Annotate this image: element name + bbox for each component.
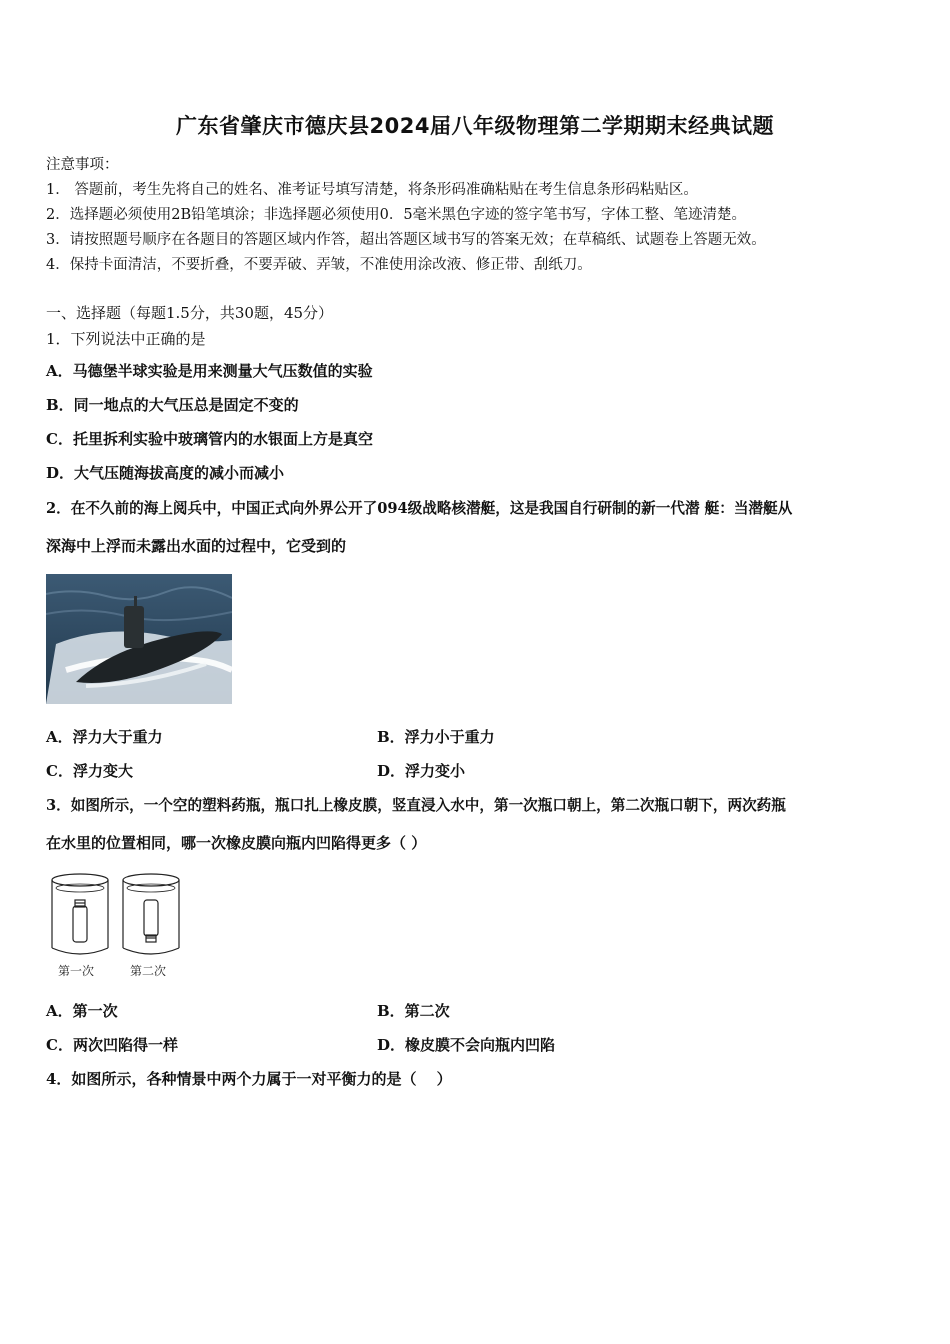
q1-stem: 1．下列说法中正确的是 <box>46 330 206 348</box>
notice-item: 2．选择题必须使用2B铅笔填涂；非选择题必须使用0．5毫米黑色字迹的签字笔书写，字体工整、笔迹清楚。 <box>46 207 747 223</box>
submarine-image <box>46 574 232 704</box>
notice-item: 4．保持卡面清洁，不要折叠，不要弄破、弄皱，不准使用涂改液、修正带、刮纸刀。 <box>46 257 592 273</box>
notice-heading: 注意事项： <box>46 157 119 173</box>
notice-item: 3．请按照题号顺序在各题目的答题区域内作答，超出答题区域书写的答案无效；在草稿纸、试题卷上答题无效。 <box>46 232 766 248</box>
q2-stem-line2: 深海中上浮而未露出水面的过程中，它受到的 <box>46 537 347 555</box>
beaker-first <box>52 874 108 954</box>
q3-option-b: B．第二次 <box>377 1002 450 1020</box>
q1-option-d: D．大气压随海拔高度的减小而减小 <box>46 464 285 482</box>
q2-option-d: D．浮力变小 <box>377 762 466 780</box>
section-heading: 一、选择题（每题1.5分，共30题，45分） <box>46 304 334 322</box>
q2-stem-line1: 2．在不久前的海上阅兵中，中国正式向外界公开了094级战略核潜艇，这是我国自行研制的新一代潜 艇：当潜艇从 <box>46 500 793 517</box>
figure-label-first: 第一次 <box>58 964 95 978</box>
beaker-second <box>123 874 179 954</box>
q1-option-c: C．托里拆利实验中玻璃管内的水银面上方是真空 <box>46 430 373 448</box>
q1-option-a: A．马德堡半球实验是用来测量大气压数值的实验 <box>46 362 373 380</box>
q4-stem: 4．如图所示，各种情景中两个力属于一对平衡力的是（ ） <box>46 1070 452 1088</box>
q2-option-c: C．浮力变大 <box>46 762 133 780</box>
q3-option-a: A．第一次 <box>46 1002 118 1020</box>
q1-option-b: B．同一地点的大气压总是固定不变的 <box>46 396 299 414</box>
notice-item: 1． 答题前，考生先将自己的姓名、准考证号填写清楚，将条形码准确粘贴在考生信息条形码粘贴区。 <box>46 182 698 198</box>
q2-option-b: B．浮力小于重力 <box>377 728 495 746</box>
q3-option-c: C．两次凹陷得一样 <box>46 1036 178 1054</box>
q3-stem-line1: 3．如图所示，一个空的塑料药瓶，瓶口扎上橡皮膜，竖直浸入水中，第一次瓶口朝上，第二次瓶口朝下，两次药瓶 <box>46 797 786 814</box>
figure-label-second: 第二次 <box>130 964 167 978</box>
bottle-diagram <box>48 870 188 985</box>
q3-stem-line2: 在水里的位置相同，哪一次橡皮膜向瓶内凹陷得更多（ ） <box>46 834 427 852</box>
page-title: 广东省肇庆市德庆县2024届八年级物理第二学期期末经典试题 <box>176 114 774 138</box>
q3-option-d: D．橡皮膜不会向瓶内凹陷 <box>377 1036 556 1054</box>
q2-option-a: A．浮力大于重力 <box>46 728 163 746</box>
